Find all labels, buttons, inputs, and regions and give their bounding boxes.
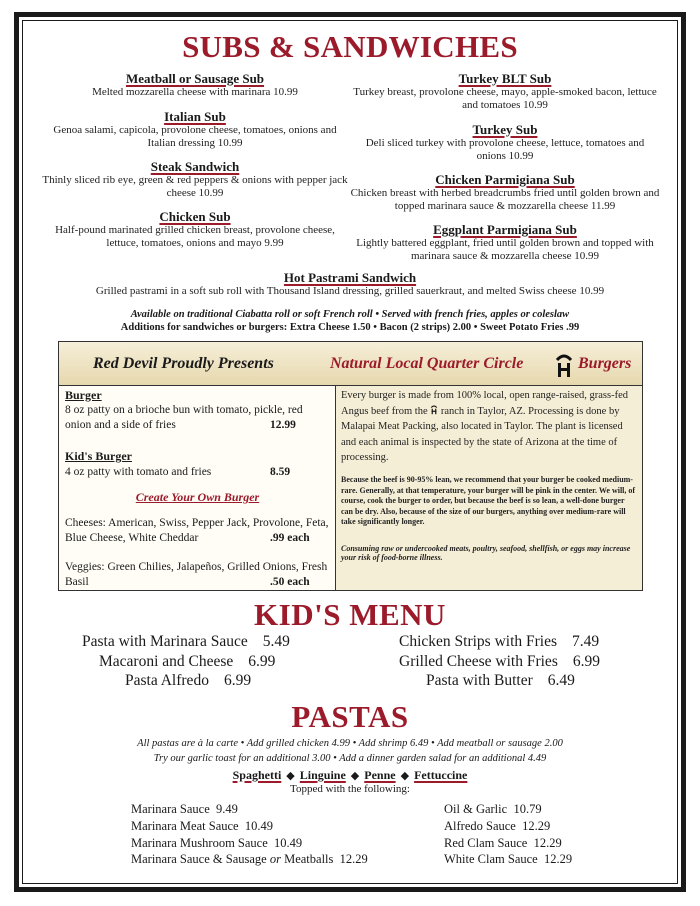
item-name: Eggplant Parmigiana Sub: [433, 222, 577, 237]
burger-box: [58, 341, 643, 591]
kids-burger-desc: 4 oz patty with tomato and fries: [65, 466, 212, 478]
item-name: Italian Sub: [164, 109, 226, 124]
menu-item: [40, 159, 350, 200]
item-price: 12.29: [533, 836, 562, 850]
item-name: Marinara Sauce & Sausage: [131, 852, 267, 866]
item-price: 12.29: [543, 852, 573, 866]
ranch-brand-logo: [556, 351, 572, 379]
item-desc: Lightly battered eggplant, fried until golden brown and topped with marinara sauce & mozzarella cheese 10.99: [356, 237, 654, 262]
menu-item: [40, 109, 350, 150]
kids-burger-name: Kid's Burger: [65, 449, 133, 463]
item-name: Hot Pastrami Sandwich: [283, 270, 417, 285]
subs-title: SUBS & SANDWICHES: [182, 29, 518, 64]
veggies-text: Green Chilies, Jalapeños, Grilled Onions, Fresh Basil: [65, 561, 328, 588]
menu-item: [350, 222, 660, 263]
item-desc: Chicken breast with herbed breadcrumbs fried until golden brown and topped marinara sauce & mozzarella cheese 11.99: [350, 187, 660, 212]
pasta-note-2: Try our garlic toast for an additional 3.00 • Add a dinner garden salad for an additional 4.49: [153, 753, 547, 764]
menu-item: [350, 122, 660, 163]
item-price: 6.99: [223, 672, 252, 689]
pasta-type: Penne: [364, 768, 396, 782]
kids-item: [125, 672, 251, 690]
burger-options: [59, 386, 336, 590]
item-name: Marinara Sauce: [131, 802, 210, 816]
item-name: Marinara Mushroom Sauce: [131, 836, 268, 850]
kids-burger-price: 8.59: [270, 466, 291, 478]
item-desc: Grilled pastrami in a soft sub roll with Thousand Island dressing, grilled sauerkraut, and melted Swiss cheese 10.99: [95, 285, 605, 297]
item-name: Chicken Sub: [159, 209, 231, 224]
item-name: Chicken Strips with Fries: [399, 633, 558, 650]
beef-source-b: ranch in Taylor, AZ. Processing is done by Malapai Meat Packing, also located in Taylor. The plant is licensed and each animal is inspected by the state of Arizona at the time of processing.: [341, 405, 623, 463]
pasta-type: Spaghetti: [232, 768, 282, 782]
beef-source-text: [341, 388, 637, 466]
kids-menu-title: KID'S MENU: [254, 597, 446, 632]
ranch-brand-mini-icon: [430, 404, 438, 415]
sauce-item: [444, 851, 572, 867]
item-price: 6.99: [248, 653, 276, 670]
item-price: 9.49: [216, 802, 238, 816]
item-desc: Turkey breast, provolone cheese, mayo, apple-smoked bacon, lettuce and tomatoes 10.99: [353, 86, 657, 111]
item-price: 12.29: [522, 819, 551, 833]
item-or: or: [269, 852, 281, 866]
presents-text: Red Devil Proudly Presents: [93, 355, 274, 372]
item-price: 7.49: [572, 633, 600, 650]
diamond-icon: ◆: [286, 770, 295, 782]
item-name: Turkey Sub: [472, 122, 538, 137]
item-price: 5.49: [262, 633, 290, 650]
burger-box-header: [59, 342, 642, 386]
diamond-icon: ◆: [350, 770, 360, 782]
item-name: Red Clam Sauce: [444, 836, 528, 850]
kids-item: [399, 653, 600, 671]
item-desc: Thinly sliced rib eye, green & red peppers & onions with pepper jack cheese 10.99: [42, 174, 348, 199]
cheeses-text: American, Swiss, Pepper Jack, Provolone, Feta, Blue Cheese, White Cheddar: [65, 517, 329, 544]
item-name-2: Meatballs: [284, 852, 334, 866]
item-name: Marinara Meat Sauce: [131, 819, 239, 833]
sauce-item: [444, 818, 550, 834]
item-name: Meatball or Sausage Sub: [125, 71, 265, 86]
sauce-item: [131, 801, 238, 817]
menu-item: [350, 172, 660, 213]
pasta-note-1: All pastas are à la carte • Add grilled chicken 4.99 • Add shrimp 6.49 • Add meatball or sausage 2.00: [137, 738, 563, 749]
burger-headline: Natural Local Quarter Circle: [330, 355, 524, 372]
burger-headline-end: Burgers: [578, 355, 632, 372]
item-price: 12.29: [339, 852, 368, 866]
menu-item: [40, 270, 660, 298]
sauce-item: [444, 801, 542, 817]
item-price: 6.49: [547, 672, 575, 689]
pasta-types: [40, 768, 660, 783]
pasta-type: Fettuccine: [414, 768, 468, 782]
item-name: Steak Sandwich: [150, 159, 240, 174]
item-price: 10.49: [244, 819, 273, 833]
diamond-icon: ◆: [400, 770, 410, 782]
additions-note: Additions for sandwiches or burgers: Extra Cheese 1.50 • Bacon (2 strips) 2.00 • Sweet Potato Fries .99: [120, 322, 580, 333]
kids-item: [426, 672, 575, 690]
consumption-warning: Consuming raw or undercooked meats, poultry, seafood, shellfish, or eggs may increase your risk of food-borne illness.: [341, 544, 631, 562]
item-name: Chicken Parmigiana Sub: [435, 172, 575, 187]
pastas-title: PASTAS: [291, 699, 409, 734]
item-name: White Clam Sauce: [444, 852, 538, 866]
menu-item: [350, 71, 660, 112]
sauce-item: [131, 818, 273, 834]
item-price: 10.49: [274, 836, 303, 850]
burger-desc: 8 oz patty on a brioche bun with tomato, pickle, red onion and a side of fries: [65, 404, 303, 431]
item-price: 10.79: [513, 802, 542, 816]
create-your-own-title: Create Your Own Burger: [135, 490, 260, 504]
kids-item: [82, 633, 290, 651]
veggies-price: .50 each: [270, 576, 310, 588]
pasta-type: Linguine: [299, 768, 346, 782]
burger-name: Burger: [65, 388, 102, 402]
sauce-item: [131, 835, 302, 851]
available-note: Available on traditional Ciabatta roll or soft French roll • Served with french fries, apples or coleslaw: [130, 309, 570, 320]
veggies-label: Veggies:: [65, 561, 105, 573]
lean-beef-note: Because the beef is 90-95% lean, we recommend that your burger be cooked medium-rare. Generally, at that temperature, your burger will be pink in the center. We will, of course, cook the burger to order, but because the beef is so lean, a well-done burger can be dry. Also, because of the size of our burgers, anything over medium-rare will take significantly longer.: [341, 475, 636, 526]
item-name: Pasta Alfredo: [125, 672, 209, 689]
item-price: 6.99: [572, 653, 600, 670]
item-desc: Half-pound marinated grilled chicken breast, provolone cheese, lettuce, tomatoes, onions and mayo 9.99: [55, 224, 335, 249]
kids-item: [99, 653, 275, 671]
cheeses-price: .99 each: [270, 532, 310, 544]
item-name: Macaroni and Cheese: [99, 653, 234, 670]
sauce-item: [131, 851, 368, 867]
sauce-item: [444, 835, 562, 851]
item-name: Grilled Cheese with Fries: [399, 653, 558, 670]
item-desc: Deli sliced turkey with provolone cheese, lettuce, tomatoes and onions 10.99: [365, 137, 645, 162]
burger-info: [336, 386, 642, 590]
menu-item: [40, 209, 350, 250]
item-name: Turkey BLT Sub: [458, 71, 552, 86]
menu-item: [40, 71, 350, 99]
item-name: Pasta with Butter: [426, 672, 533, 689]
topped-note: Topped with the following:: [290, 783, 410, 795]
item-name: Oil & Garlic: [444, 802, 508, 816]
burger-price: 12.99: [270, 419, 296, 431]
item-desc: Genoa salami, capicola, provolone cheese, tomatoes, onions and Italian dressing 10.99: [53, 124, 337, 149]
kids-item: [399, 633, 599, 651]
item-name: Pasta with Marinara Sauce: [82, 633, 248, 650]
item-name: Alfredo Sauce: [444, 819, 516, 833]
cheeses-label: Cheeses:: [65, 517, 106, 529]
item-desc: Melted mozzarella cheese with marinara 10.99: [92, 86, 298, 98]
beef-source-a: Every burger is made from 100% local, open range-raised, grass-fed Angus beef from the: [341, 390, 628, 417]
